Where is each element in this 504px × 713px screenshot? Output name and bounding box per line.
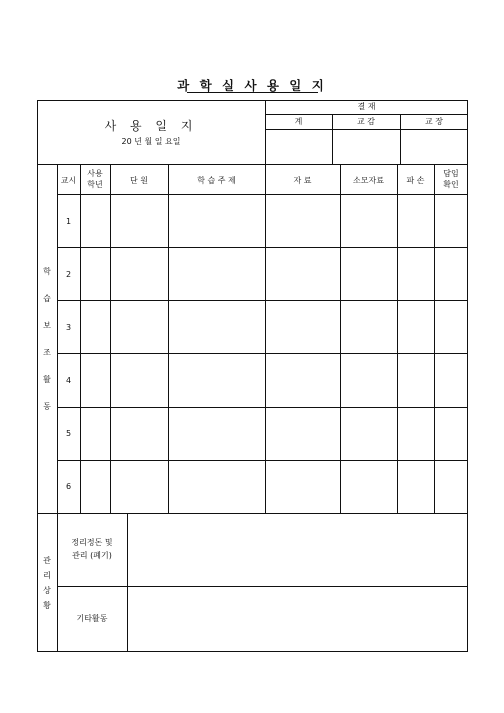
col-header-confirm-2: 확인 bbox=[443, 180, 459, 189]
period-line-5 bbox=[57, 460, 468, 461]
management-side-char-4: 황 bbox=[43, 601, 51, 610]
approval-label-line bbox=[265, 114, 468, 115]
management-row-other: 기타활동 bbox=[76, 614, 108, 623]
form-title: 과 학 실 사 용 일 지 bbox=[177, 78, 327, 93]
col-border-unit bbox=[110, 164, 111, 513]
col-border-materials bbox=[265, 164, 266, 513]
period-number-6: 6 bbox=[65, 482, 72, 491]
col-border-grade bbox=[80, 164, 81, 513]
period-line-4 bbox=[57, 407, 468, 408]
period-number-2: 2 bbox=[65, 270, 72, 279]
activity-bottom-line bbox=[37, 513, 468, 514]
col-header-topic: 학 습 주 제 bbox=[197, 176, 236, 185]
date-line: 20 년 월 일 요일 bbox=[121, 137, 181, 146]
approval-columns-line bbox=[265, 129, 468, 130]
management-side-char-1: 관 bbox=[43, 556, 51, 565]
activity-side-char-5: 활 bbox=[43, 375, 51, 384]
col-header-materials: 자 료 bbox=[293, 176, 312, 185]
col-border-consumables bbox=[340, 164, 341, 513]
period-line-1 bbox=[57, 247, 468, 248]
activity-side-char-4: 조 bbox=[43, 348, 51, 357]
title-underline bbox=[187, 92, 318, 93]
period-number-5: 5 bbox=[65, 429, 72, 438]
management-row-cleanup-line-2: 관리 (폐기) bbox=[72, 551, 112, 560]
log-title: 사 용 일 지 bbox=[104, 119, 198, 133]
col-header-confirm-1: 담임 bbox=[443, 169, 459, 178]
activity-side-char-3: 보 bbox=[43, 321, 51, 330]
management-label-border bbox=[127, 513, 128, 652]
period-line-3 bbox=[57, 353, 468, 354]
activity-side-char-1: 학 bbox=[43, 267, 51, 276]
activity-header-line bbox=[57, 194, 468, 195]
management-row-cleanup-line-1: 정리정돈 및 bbox=[71, 538, 113, 547]
management-row-line bbox=[57, 586, 468, 587]
activity-side-char-2: 습 bbox=[43, 294, 51, 303]
management-side-char-2: 리 bbox=[43, 571, 51, 580]
col-header-grade-1: 사용 bbox=[87, 169, 103, 178]
col-border-damage bbox=[397, 164, 398, 513]
col-header-unit: 단 원 bbox=[130, 176, 148, 185]
col-header-consumables: 소모자료 bbox=[353, 176, 384, 185]
management-side-border bbox=[57, 513, 58, 652]
col-border-confirm bbox=[434, 164, 435, 513]
period-number-1: 1 bbox=[65, 217, 72, 226]
approval-label: 결 재 bbox=[357, 102, 376, 111]
col-border-topic bbox=[168, 164, 169, 513]
activity-side-char-6: 동 bbox=[43, 402, 51, 411]
period-line-2 bbox=[57, 300, 468, 301]
col-header-grade-2: 학년 bbox=[87, 180, 103, 189]
col-header-damage: 파 손 bbox=[406, 176, 425, 185]
col-header-period: 교시 bbox=[60, 176, 77, 185]
approval-col-vice-principal: 교 감 bbox=[357, 117, 375, 126]
period-number-3: 3 bbox=[65, 323, 72, 332]
management-side-char-3: 상 bbox=[43, 586, 51, 595]
approval-col-principal: 교 장 bbox=[425, 117, 443, 126]
header-bottom-line bbox=[37, 164, 468, 165]
approval-col-staff: 계 bbox=[294, 117, 303, 126]
period-number-4: 4 bbox=[65, 376, 72, 385]
